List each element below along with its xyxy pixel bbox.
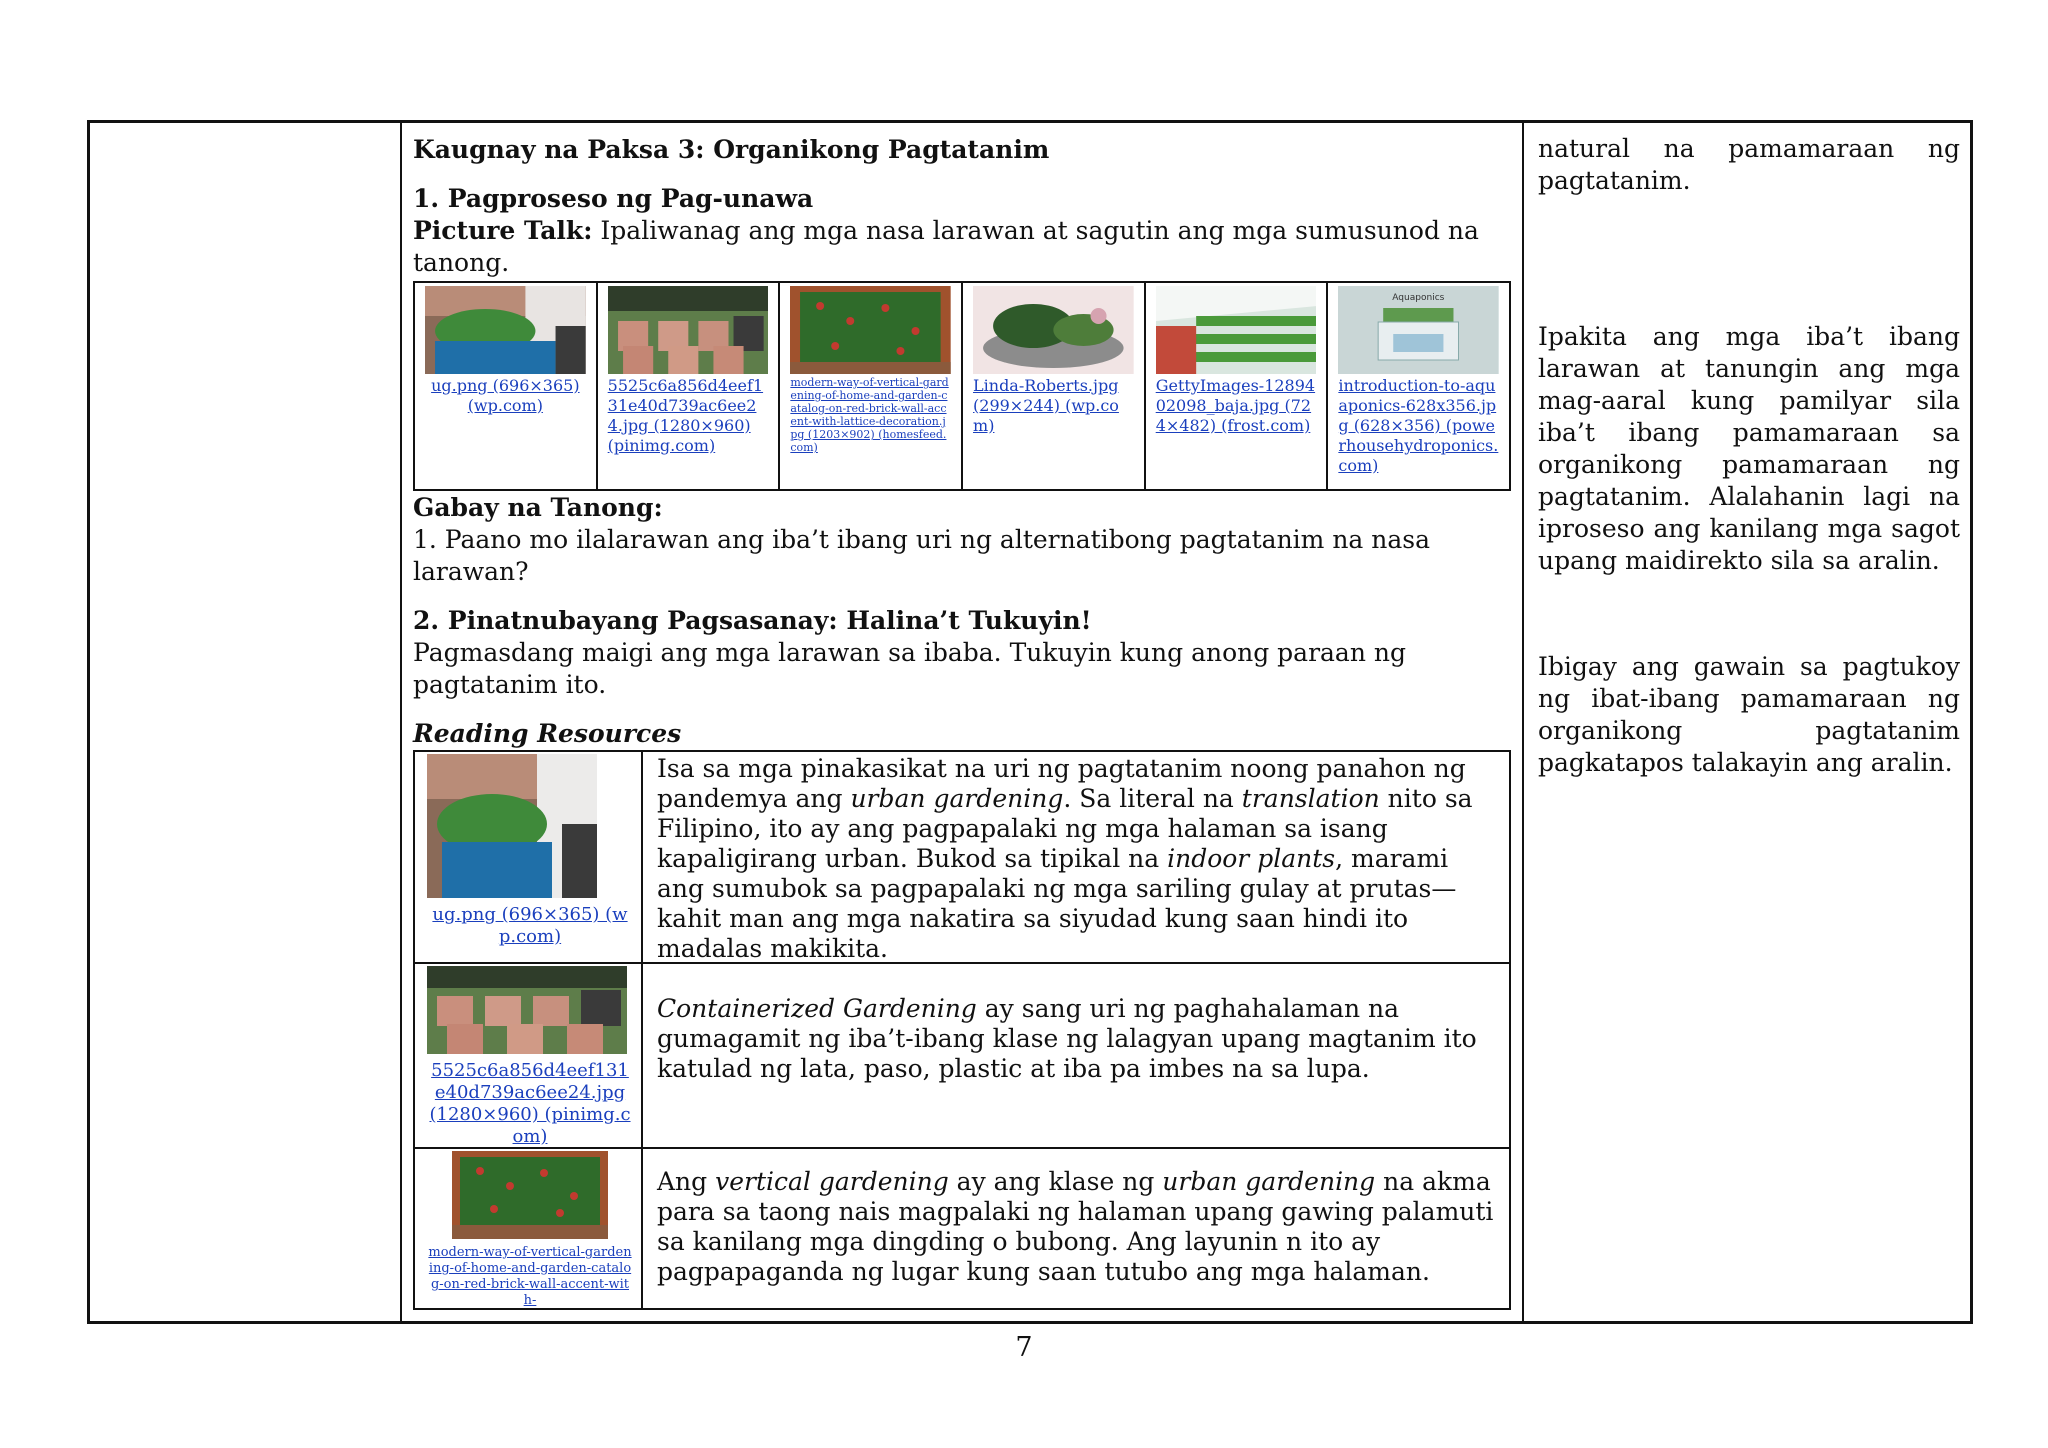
resource-text-3: Ang vertical gardening ay ang klase ng urban gardening na akma para sa taong nais magpalaki ng halaman upang gawing palamuti sa kanilang mga dingding o bubong. Ang layunin n ito ay pagpapaganda ng lugar kung saan tutubo ang mga halaman. [657, 1167, 1494, 1286]
vertical-garden-resource-photo-icon [427, 1151, 633, 1243]
picture-caption-5[interactable]: GettyImages-1289402098_baja.jpg (724×482) (frost.com) [1155, 376, 1316, 435]
container-pots-resource-photo-icon [427, 966, 633, 1058]
page-number: 7 [1015, 1332, 1033, 1363]
aquaponics-label: Aquaponics [1392, 293, 1445, 303]
section1-title: 1. Pagproseso ng Pag-unawa [413, 184, 814, 213]
lesson-table [87, 120, 1973, 1324]
resource-image-cell-2 [415, 964, 643, 1147]
picture-caption-6[interactable]: introduction-to-aquaponics-628x356.jpg (628×356) (powerhousehydroponics.com) [1338, 376, 1499, 475]
guide-title: Gabay na Tanong: [413, 493, 663, 522]
urban-garden-resource-photo-icon [427, 754, 633, 902]
vertical-garden-photo-icon [790, 286, 951, 374]
resource-image-cell-3 [415, 1149, 643, 1308]
aquaponics-diagram-icon [1338, 286, 1499, 374]
section2-text: Pagmasdang maigi ang mga larawan sa ibaba. Tukuyin kung anong paraan ng pagtatanim ito. [413, 638, 1406, 699]
picture-cell-6 [1328, 283, 1509, 489]
resource-image-cell-1 [415, 752, 643, 962]
picture-caption-1[interactable]: ug.png (696×365) (wp.com) [431, 376, 580, 415]
picture-cell-1 [415, 283, 598, 489]
hydroponics-photo-icon [1156, 286, 1317, 374]
picture-talk-text: Ipaliwanag ang mga nasa larawan at sagutin ang mga sumusunod na tanong. [413, 216, 1479, 277]
main-column [413, 133, 1513, 1310]
picture-cell-5 [1146, 283, 1329, 489]
picture-caption-3[interactable]: modern-way-of-vertical-gardening-of-home-and-garden-catalog-on-red-brick-wall-accent-with-lattice-decoration.jpg (1203×902) (homesfeed.com) [790, 376, 949, 454]
section2-title: 2. Pinatnubayang Pagsasanay: Halina’t Tukuyin! [413, 606, 1092, 635]
resource-caption-3[interactable]: modern-way-of-vertical-gardening-of-home-and-garden-catalog-on-red-brick-wall-accent-with- [428, 1245, 632, 1308]
resource-text-1: Isa sa mga pinakasikat na uri ng pagtatanim noong panahon ng pandemya ang urban gardening. Sa literal na translation nito sa Filipino, ito ay ang pagpapalaki ng mga halaman sa isang kapaligirang urban. Bukod sa tipikal na indoor plants, marami ang sumubok sa pagpapalaki ng mga sariling gulay at prutas—kahit man ang mga nakatira sa siyudad kung saan hindi ito madalas makikita. [657, 754, 1473, 963]
resource-row-1 [415, 752, 1509, 964]
reading-resources-table [413, 750, 1511, 1310]
column-divider-left [400, 123, 402, 1321]
picture-talk-paragraph [413, 215, 1513, 279]
picture-table [413, 281, 1511, 491]
resource-caption-1[interactable]: ug.png (696×365) (wp.com) [432, 904, 628, 947]
teacher-note-2: Ipakita ang mga iba’t ibang larawan at tanungin ang mga mag-aaral kung pamilyar sila iba’t ibang pamamaraan sa organikong pamamaraan ng pagtatanim. Alalahanin lagi na iproseso ang kanilang mga sagot upang maidirekto sila sa aralin. [1538, 322, 1960, 575]
resource-text-2: Containerized Gardening ay sang uri ng paghahalaman na gumagamit ng iba’t-ibang klase ng lalagyan upang magtanim ito katulad ng lata, paso, plastic at iba pa imbes na sa lupa. [657, 994, 1477, 1083]
picture-cell-2 [598, 283, 781, 489]
resource-row-3 [415, 1149, 1509, 1308]
picture-caption-4[interactable]: Linda-Roberts.jpg (299×244) (wp.com) [973, 376, 1119, 435]
reading-resources-title: Reading Resources [413, 719, 682, 748]
column-divider-right [1522, 123, 1524, 1321]
teacher-note-3: Ibigay ang gawain sa pagtukoy ng ibat-ibang pamamaraan ng organikong pagtatanim pagkatapos talakayin ang aralin. [1538, 652, 1960, 777]
resource-row-2 [415, 964, 1509, 1149]
picture-talk-label: Picture Talk: [413, 216, 593, 245]
picture-cell-4 [963, 283, 1146, 489]
picture-caption-2[interactable]: 5525c6a856d4eef131e40d739ac6ee24.jpg (1280×960) (pinimg.com) [607, 376, 764, 455]
teacher-note-1: natural na pamamaraan ng pagtatanim. [1538, 134, 1960, 195]
teacher-notes-column [1538, 133, 1960, 779]
guide-question-1: 1. Paano mo ilalarawan ang iba’t ibang uri ng alternatibong pagtatanim na nasa larawan? [413, 525, 1431, 586]
picture-cell-3 [780, 283, 963, 489]
resource-caption-2[interactable]: 5525c6a856d4eef131e40d739ac6ee24.jpg (1280×960) (pinimg.com) [429, 1060, 631, 1147]
topic-heading: Kaugnay na Paksa 3: Organikong Pagtatanim [413, 135, 1050, 164]
container-pots-photo-icon [608, 286, 769, 374]
dish-garden-photo-icon [973, 286, 1134, 374]
urban-garden-photo-icon [425, 286, 586, 374]
